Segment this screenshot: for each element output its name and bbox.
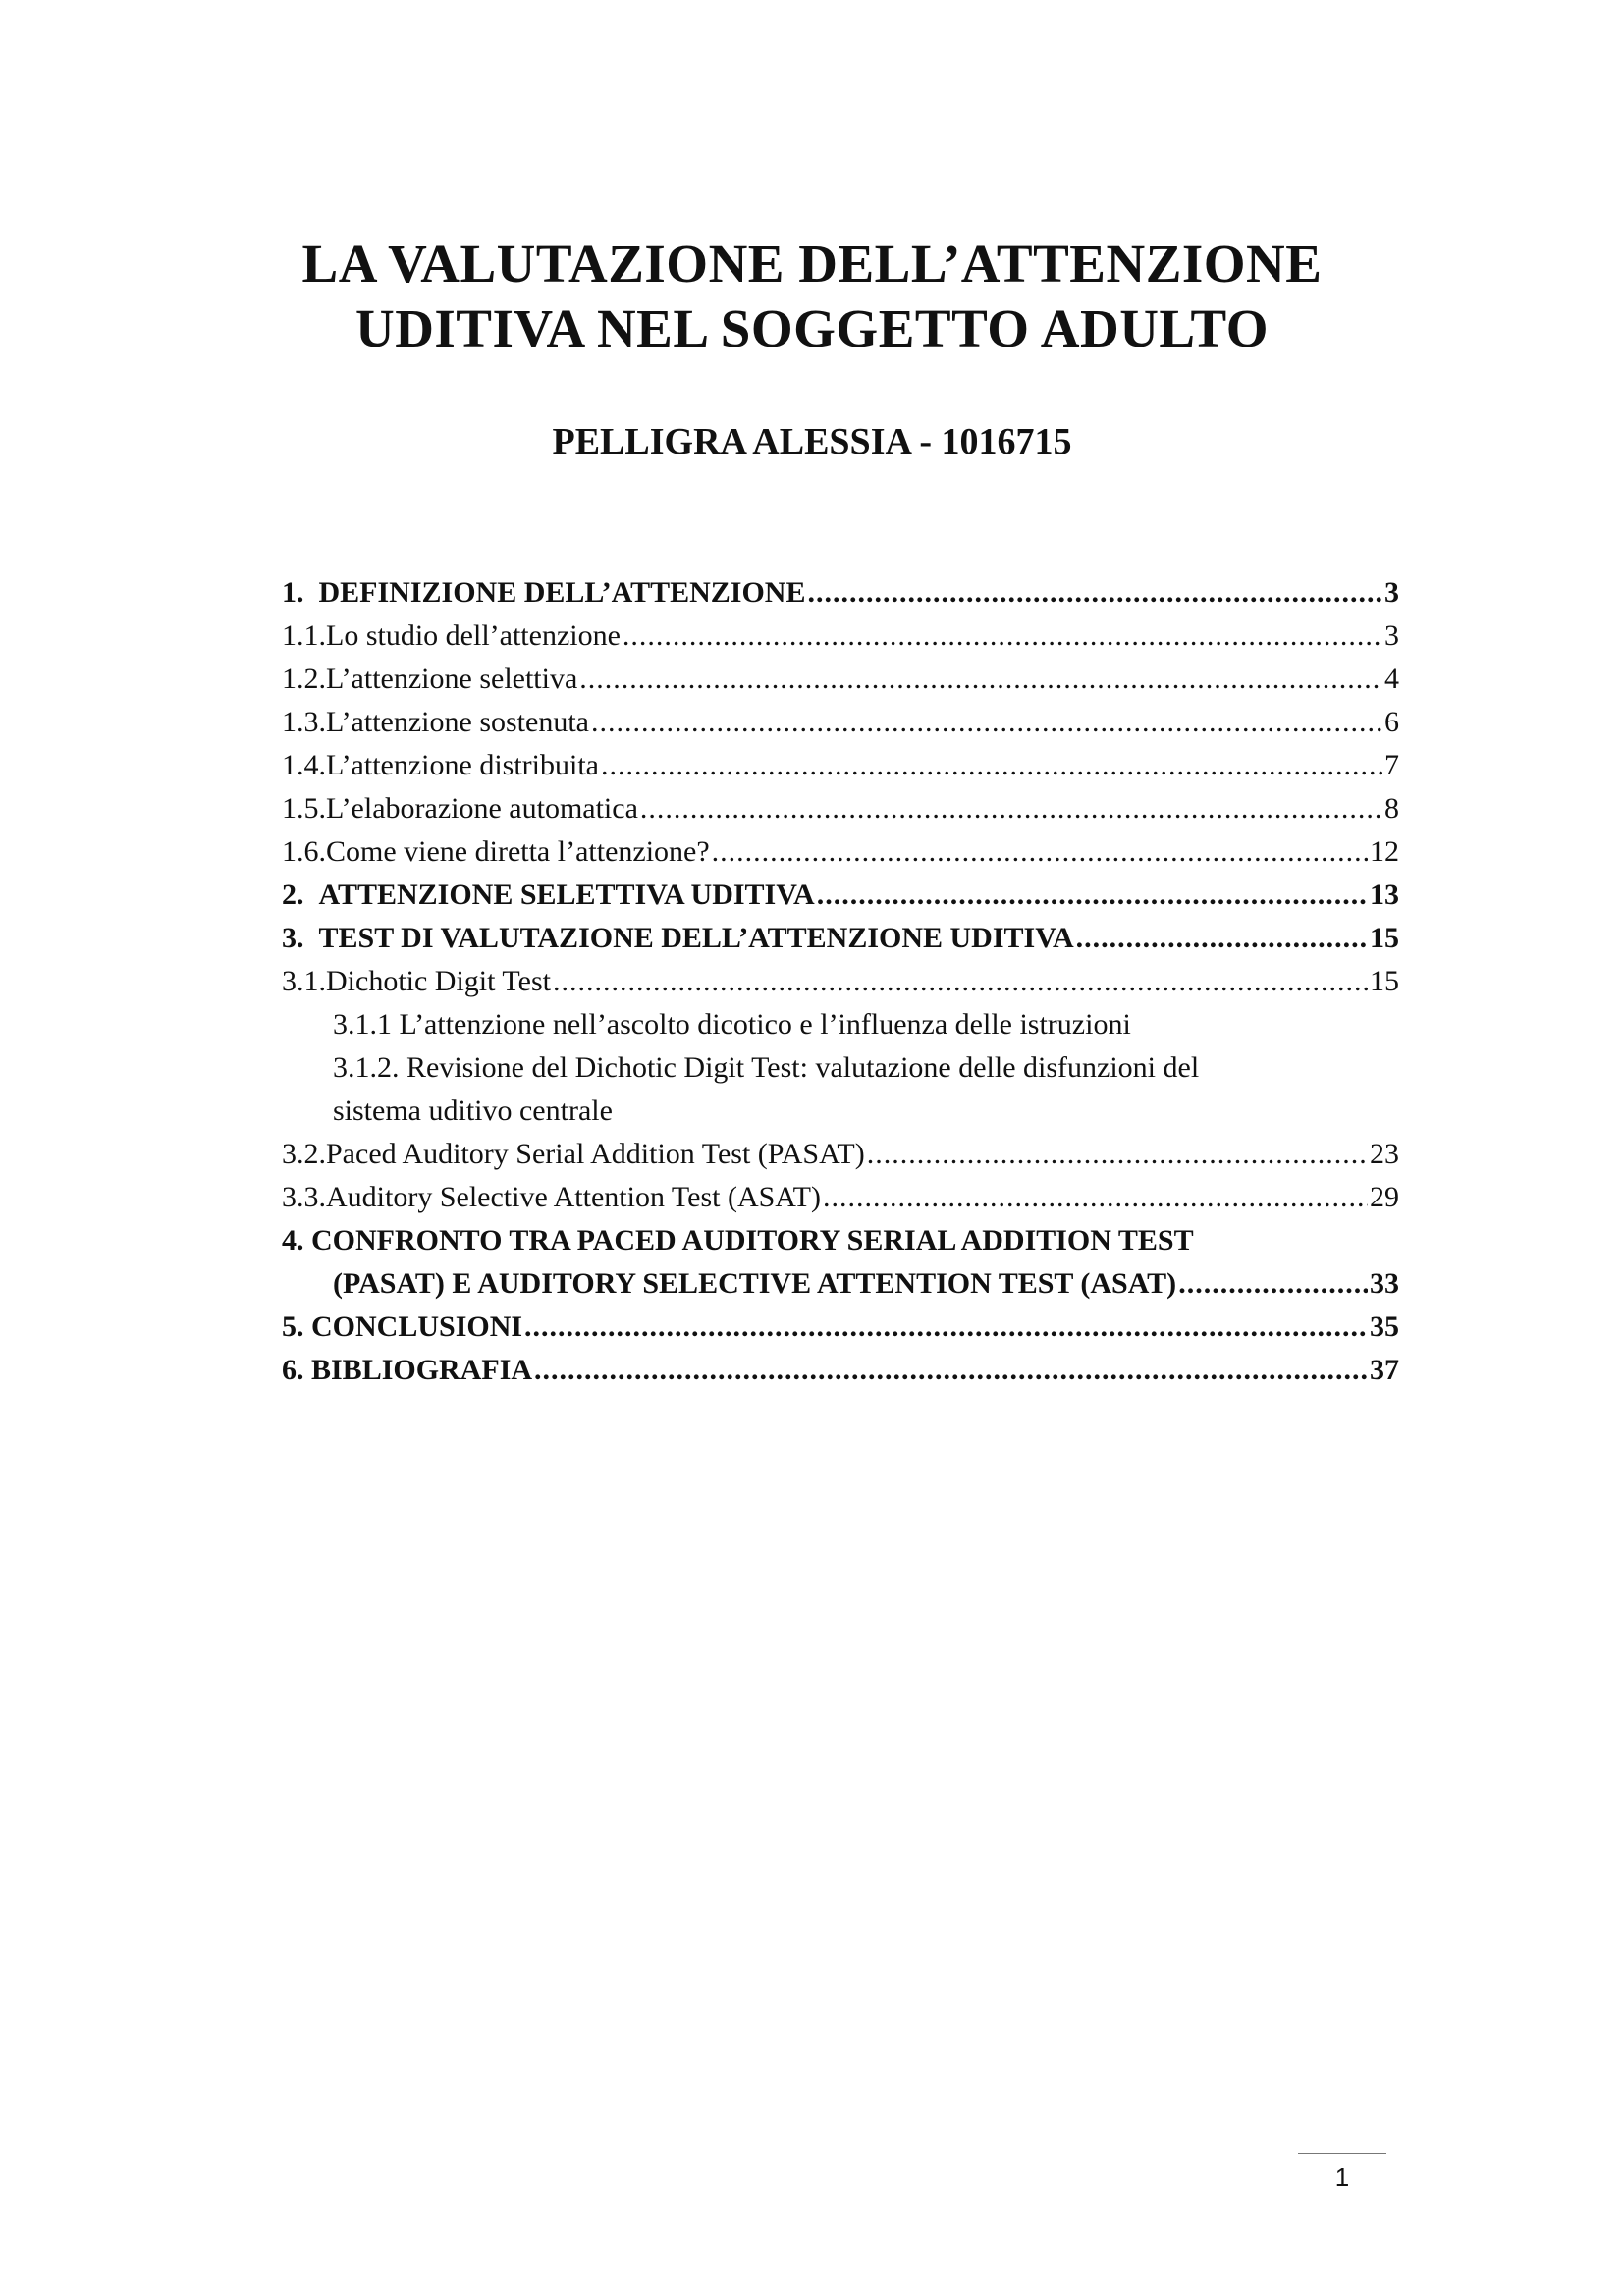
toc-leader	[579, 658, 1382, 701]
toc-label: 3.2.Paced Auditory Serial Addition Test (PASAT)	[282, 1138, 865, 1170]
toc-entry-1[interactable]	[282, 571, 1399, 614]
toc-label: 1.3.L’attenzione sostenuta	[282, 706, 589, 738]
toc-page: 15	[1370, 965, 1399, 997]
toc-label: 6. BIBLIOGRAFIA	[282, 1354, 533, 1386]
toc-page: 12	[1370, 835, 1399, 868]
table-of-contents	[282, 571, 1399, 1392]
toc-entry-3-3[interactable]	[282, 1176, 1399, 1219]
toc-entry-5[interactable]	[282, 1306, 1399, 1349]
document-title	[0, 232, 1624, 361]
toc-label: 1.1.Lo studio dell’attenzione	[282, 619, 621, 652]
toc-label: 1.2.L’attenzione selettiva	[282, 663, 578, 695]
toc-label-line-1: 4. CONFRONTO TRA PACED AUDITORY SERIAL ADDITION TEST	[282, 1224, 1194, 1256]
toc-page: 7	[1384, 749, 1399, 781]
toc-label-line-2: sistema uditivo centrale	[333, 1095, 613, 1127]
toc-entry-4[interactable]	[282, 1219, 1399, 1306]
toc-label: 1.5.L’elaborazione automatica	[282, 792, 638, 825]
toc-page: 3	[1384, 576, 1399, 609]
toc-entry-1-6[interactable]	[282, 830, 1399, 874]
toc-entry-1-1[interactable]	[282, 614, 1399, 658]
toc-entry-2[interactable]	[282, 874, 1399, 917]
toc-leader	[591, 701, 1382, 744]
toc-page: 33	[1370, 1267, 1399, 1300]
toc-page: 29	[1370, 1181, 1399, 1213]
toc-leader	[817, 874, 1368, 917]
toc-leader	[640, 787, 1382, 830]
title-line-1: LA VALUTAZIONE DELL’ATTENZIONE	[301, 234, 1323, 294]
toc-leader	[601, 744, 1382, 787]
toc-entry-3-1-1[interactable]	[282, 1003, 1399, 1046]
toc-label: 2. ATTENZIONE SELETTIVA UDITIVA	[282, 879, 815, 911]
toc-entry-3-1[interactable]	[282, 960, 1399, 1003]
toc-page: 23	[1370, 1138, 1399, 1170]
toc-page: 37	[1370, 1354, 1399, 1386]
toc-leader	[623, 614, 1382, 658]
toc-leader	[524, 1306, 1368, 1349]
toc-label: 1.4.L’attenzione distribuita	[282, 749, 599, 781]
toc-page: 35	[1370, 1310, 1399, 1343]
toc-entry-6[interactable]	[282, 1349, 1399, 1392]
toc-label: 3. TEST DI VALUTAZIONE DELL’ATTENZIONE UDITIVA	[282, 922, 1074, 954]
toc-label: 3.3.Auditory Selective Attention Test (ASAT)	[282, 1181, 821, 1213]
toc-entry-1-2[interactable]	[282, 658, 1399, 701]
toc-entry-3-2[interactable]	[282, 1133, 1399, 1176]
toc-leader	[867, 1133, 1368, 1176]
toc-entry-4-continued	[282, 1262, 1399, 1306]
toc-entry-3[interactable]	[282, 917, 1399, 960]
toc-leader	[1076, 917, 1368, 960]
toc-page: 13	[1370, 879, 1399, 911]
toc-label: 5. CONCLUSIONI	[282, 1310, 523, 1343]
toc-label: 1. DEFINIZIONE DELL’ATTENZIONE	[282, 576, 806, 609]
toc-entry-1-4[interactable]	[282, 744, 1399, 787]
toc-label: 3.1.Dichotic Digit Test	[282, 965, 551, 997]
page-number: 1	[1334, 2163, 1350, 2192]
toc-label: 1.6.Come viene diretta l’attenzione?	[282, 835, 710, 868]
toc-leader	[823, 1176, 1368, 1219]
toc-leader	[807, 571, 1382, 614]
toc-page: 15	[1370, 922, 1399, 954]
toc-entry-1-3[interactable]	[282, 701, 1399, 744]
toc-leader	[1178, 1262, 1368, 1306]
toc-page: 3	[1384, 619, 1399, 652]
toc-page: 6	[1384, 706, 1399, 738]
title-line-2: UDITIVA NEL SOGGETTO ADULTO	[354, 298, 1270, 358]
toc-leader	[553, 960, 1368, 1003]
toc-entry-3-1-2[interactable]	[282, 1046, 1399, 1133]
toc-label-line-2: (PASAT) E AUDITORY SELECTIVE ATTENTION TEST (ASAT)	[333, 1267, 1177, 1300]
toc-entry-1-5[interactable]	[282, 787, 1399, 830]
toc-page: 8	[1384, 792, 1399, 825]
toc-label-line-1: 3.1.2. Revisione del Dichotic Digit Test: valutazione delle disfunzioni del	[333, 1051, 1200, 1084]
footer-divider	[1298, 2153, 1386, 2154]
toc-leader	[534, 1349, 1368, 1392]
author-line: PELLIGRA ALESSIA - 1016715	[552, 421, 1072, 462]
toc-label: 3.1.1 L’attenzione nell’ascolto dicotico e l’influenza delle istruzioni	[333, 1008, 1131, 1041]
toc-page: 4	[1384, 663, 1399, 695]
toc-leader	[712, 830, 1368, 874]
